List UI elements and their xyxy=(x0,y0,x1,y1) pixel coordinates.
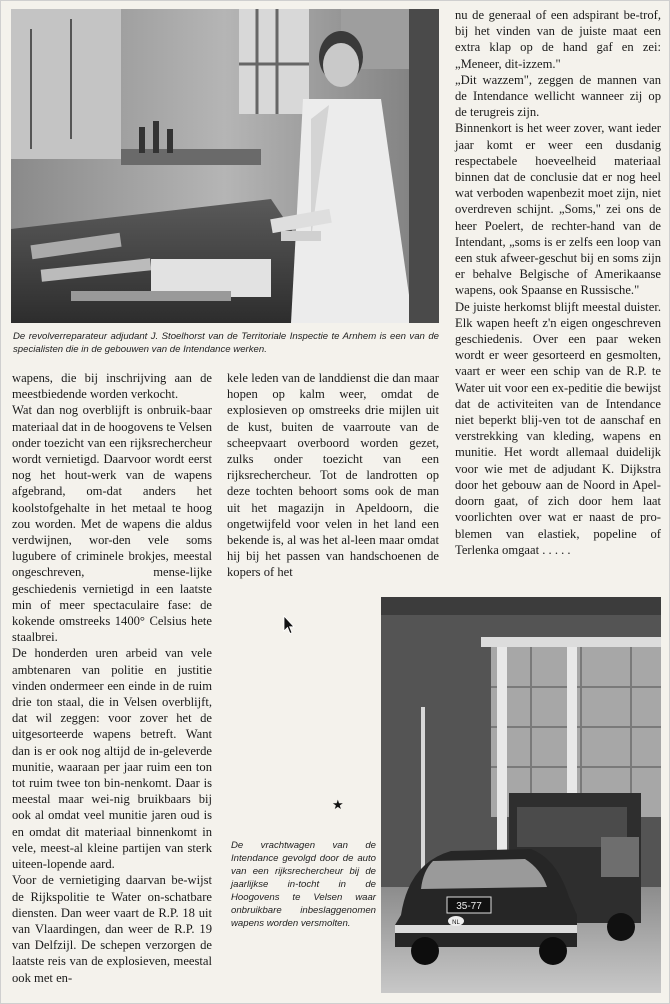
paragraph: De juiste herkomst blijft meestal duister. Elk wapen heeft z'n eigen ongeschreven geschiedenis. Over een paar weken wordt er weer gesorteerd en gesmolten, vaart er weer een schip van de R.P. te Water uit voor een ex-peditie die bewijst dat de activiteiten van de Intendance niet beperkt blij-ven tot de aanschaf en verstrekking van kleding, wapens en munitie. Het wordt allemaal duidelijk voor wie met de adjudant K. Dijkstra door het gebouw aan de Noord in Apel-doorn gaat, of zich door hem laat voorlichten over wat er naast de pro-blemen van elastiek, popeline of Terlenka omgaat . . . . . xyxy=(455,299,661,557)
paragraph: wapens, die bij inschrijving aan de meestbiedende worden verkocht. xyxy=(12,371,212,402)
paragraph: „Dit wazzem", zeggen de mannen van de Intendance wellicht wanneer zij op de terugreis zijn. xyxy=(455,72,661,120)
license-plate: 35-77 xyxy=(456,901,482,912)
paragraph: Wat dan nog overblijft is onbruik-baar materiaal dat in de hoogovens te Velsen onder toezicht van een rijksrechercheur wordt vernietigd. Daarvoor wordt eerst nog het hout-werk van de wapens afgebrand, om-dat anders het koolstofgehalte in het metaal te hoog zou worden. Met de wapens die aldus verdwijnen, wor-den vele soms lugubere of criminele brokjes, meestal ongeschreven, mense-lijke geschiedenis vernietigd in een laatste min of meer spectaculaire fase: de kokende omstreeks 1400° Celsius hete staalbrei. xyxy=(12,403,212,645)
paragraph: kele leden van de landdienst die dan maar hopen op kalm weer, omdat de explosieven op omstreeks drie mijlen uit de kust, buiten de vaarroute van de scheepvaart overboord worden gezet, zulks onder toezicht van een rijksrechercheur. Tot de landrotten op deze tochten behoort soms ook de man uit het magazijn in Apeldoorn, die ongetwijfeld voor velen in het land een bekende is, al was het al-leen maar omdat hij bij het passen van handschoenen de kopers of het xyxy=(227,371,439,580)
paragraph: De honderden uren arbeid van vele ambtenaren van politie en justitie vinden ondermeer een einde in de ruim drie ton staal, die in Velsen overblijft, dat wil zeggen: voor zover het de uitgesorteerde wapens betreft. Want dan is er ook nog altijd de in-geleverde munitie, waaraan per jaar ruim een ton tot ruim twee ton bin-nenkomt. Daar is meestal maar wei-nig bruikbaars bij ook al omdat veel munitie jaren oud is en omdat dit materiaal binnenkomt in vele, meest-al kleine partijen van sterk uiteen-lopende aard. xyxy=(12,646,212,872)
article-column-right xyxy=(455,7,661,558)
paragraph: Voor de vernietiging daarvan be-wijst de Rijkspolitie te Water on-schatbare diensten. Dan weer vaart de R.P. 18 uit van Vlaardingen, dan weer de R.P. 19 van Delfzijl. De schepen verzorgen de laatste reis van de explosieven, meestal ook met en- xyxy=(12,873,212,985)
truck-photo-caption: De vrachtwagen van de Intendance gevolgd door de auto van een rijksrechercheur bij de jaarlijkse in-tocht in de Hoogovens te Velsen waar onbruikbare inbeslaggenomen wapens worden versmolten. xyxy=(231,840,376,929)
paragraph: nu de generaal of een adspirant be-trof, bij het vinden van de juiste maat een extra klap op de hand gaf en zei: „Meneer, dit-izzem." xyxy=(455,8,661,71)
mouse-pointer-icon xyxy=(283,615,295,635)
article-column-middle xyxy=(227,370,439,581)
star-icon: ★ xyxy=(332,798,344,813)
truck-photo xyxy=(381,597,661,993)
workshop-photo xyxy=(11,9,439,323)
workshop-photo-caption: De revolverreparateur adjudant J. Stoelhorst van de Territoriale Inspectie te Arnhem is een van de specialisten die in de gebouwen van de Intendance werken. xyxy=(13,331,439,355)
article-column-left xyxy=(12,370,212,986)
paragraph: Binnenkort is het weer zover, want ieder jaar komt er weer een dusdanig respectabele hoeveelheid materiaal binnen dat de conclusie dat er nog heel wat verboden wapenbezit moet zijn, niet overdreven schijnt. „Soms," zei ons de heer Poelert, de rechter-hand van de Intendant, „soms is er zelfs een loop van een stuk afweer-geschut bij en soms zijn er behalve Belgische of Amerikaanse wapens, ook Spaanse en Russische." xyxy=(455,121,661,298)
nationality-badge: NL xyxy=(452,920,460,926)
